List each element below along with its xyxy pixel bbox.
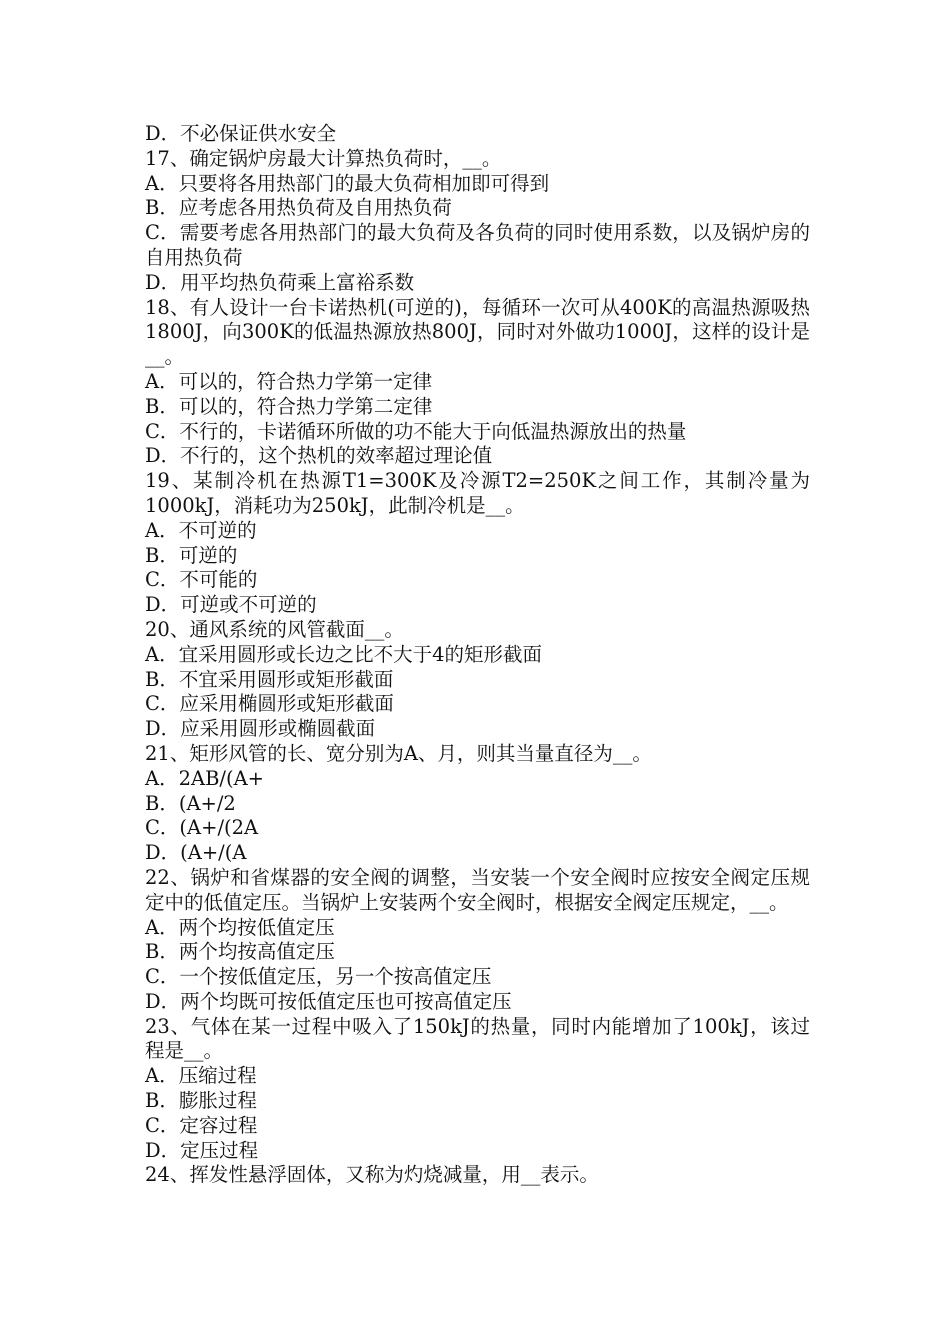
question-stem: 21、矩形风管的长、宽分别为A、月，则其当量直径为__。 <box>145 741 652 765</box>
answer-option: D．两个均既可按低值定压也可按高值定压 <box>145 989 512 1013</box>
answer-option: A．两个均按低值定压 <box>145 915 335 939</box>
answer-option: A．可以的，符合热力学第一定律 <box>145 369 433 393</box>
answer-option: D．应采用圆形或椭圆截面 <box>145 717 376 741</box>
answer-option: C．不可能的 <box>145 568 258 592</box>
answer-option: D．不行的，这个热机的效率超过理论值 <box>145 444 493 468</box>
answer-option: B．不宜采用圆形或矩形截面 <box>145 667 394 691</box>
answer-option: B．膨胀过程 <box>145 1089 257 1113</box>
answer-option: A．只要将各用热部门的最大负荷相加即可得到 <box>145 171 550 195</box>
answer-option: D．不必保证供水安全 <box>145 122 337 145</box>
document-page <box>145 122 810 1188</box>
answer-option: D．可逆或不可逆的 <box>145 593 317 617</box>
answer-option: D．(A+/(A <box>145 841 247 865</box>
question-stem: 18、有人设计一台卡诺热机(可逆的)，每循环一次可从400K的高温热源吸热1800J，向300K的低温热源放热800J，同时对外做功1000J，这样的设计是__。 <box>145 295 810 369</box>
question-stem: 20、通风系统的风管截面__。 <box>145 617 404 641</box>
answer-option: A．不可逆的 <box>145 518 257 542</box>
answer-option: D．定压过程 <box>145 1138 259 1162</box>
answer-option: B．应考虑各用热负荷及自用热负荷 <box>145 196 452 220</box>
question-stem: 23、气体在某一过程中吸入了150kJ的热量，同时内能增加了100kJ，该过程是__。 <box>145 1014 810 1063</box>
answer-option: B．(A+/2 <box>145 791 236 815</box>
answer-option: B．可以的，符合热力学第二定律 <box>145 394 433 418</box>
question-stem: 19、某制冷机在热源T1=300K及冷源T2=250K之间工作，其制冷量为1000kJ，消耗功为250kJ，此制冷机是__。 <box>145 469 810 517</box>
answer-option: B．两个均按高值定压 <box>145 940 335 964</box>
answer-option: C．应采用椭圆形或矩形截面 <box>145 692 394 716</box>
answer-option: B．可逆的 <box>145 543 238 567</box>
question-stem: 17、确定锅炉房最大计算热负荷时，__。 <box>145 146 502 170</box>
answer-option: C．(A+/(2A <box>145 816 259 840</box>
question-stem: 22、锅炉和省煤器的安全阀的调整，当安装一个安全阀时应按安全阀定压规定中的低值定压。当锅炉上安装两个安全阀时，根据安全阀定压规定，__。 <box>145 865 810 914</box>
answer-option: C．不行的，卡诺循环所做的功不能大于向低温热源放出的热量 <box>145 419 687 443</box>
answer-option: A．2AB/(A+ <box>145 766 264 790</box>
answer-option: A．宜采用圆形或长边之比不大于4的矩形截面 <box>145 642 542 666</box>
answer-option: C．一个按低值定压，另一个按高值定压 <box>145 965 492 989</box>
answer-option: D．用平均热负荷乘上富裕系数 <box>145 270 415 294</box>
question-stem: 24、挥发性悬浮固体，又称为灼烧减量，用__表示。 <box>145 1163 599 1187</box>
answer-option: A．压缩过程 <box>145 1064 257 1088</box>
answer-option: C．定容过程 <box>145 1113 258 1137</box>
answer-option: C．需要考虑各用热部门的最大负荷及各负荷的同时使用系数，以及锅炉房的自用热负荷 <box>145 221 810 269</box>
